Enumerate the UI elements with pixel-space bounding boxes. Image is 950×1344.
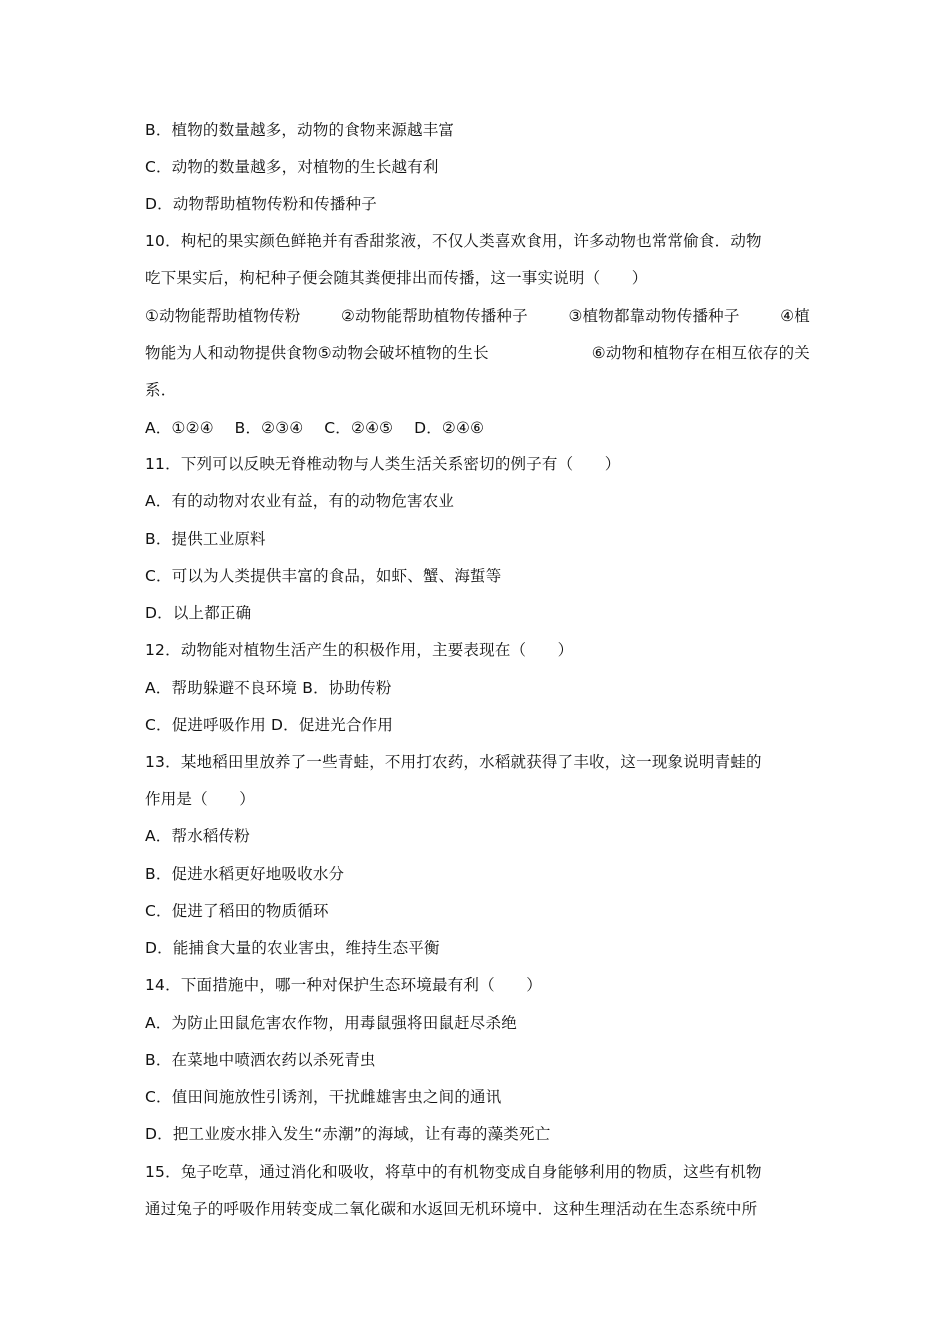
q10-statement-4-start: ④植 [780,307,810,325]
q10-statements-line-3: 系． [145,381,177,399]
q9-option-d: D．动物帮助植物传粉和传播种子 [145,195,377,213]
q15-stem-line-2: 通过兔子的呼吸作用转变成二氧化碳和水返回无机环境中．这种生理活动在生态系统中所 [145,1200,758,1218]
q11-option-c: C．可以为人类提供丰富的食品，如虾、蟹、海蜇等 [145,567,502,585]
q10-statement-1: ①动物能帮助植物传粉 [145,307,301,325]
q9-option-b: B．植物的数量越多，动物的食物来源越丰富 [145,121,455,139]
q13-stem-line-2: 作用是（ ） [145,790,255,808]
q11-option-b: B．提供工业原料 [145,530,266,548]
q11-stem: 11．下列可以反映无脊椎动物与人类生活关系密切的例子有（ ） [145,455,621,473]
q9-option-c: C．动物的数量越多，对植物的生长越有利 [145,158,439,176]
q12-stem: 12．动物能对植物生活产生的积极作用，主要表现在（ ） [145,641,574,659]
q10-answer-options: A．①②④ B．②③④ C．②④⑤ D．②④⑥ [145,419,485,437]
q12-options-cd: C．促进呼吸作用 D．促进光合作用 [145,716,394,734]
q10-statement-2: ②动物能帮助植物传播种子 [341,307,528,325]
q10-statements-line-1 [145,305,810,327]
q10-statement-6: ⑥动物和植物存在相互依存的关 [591,344,810,362]
q13-option-a: A．帮水稻传粉 [145,827,251,845]
q13-stem-line-1: 13．某地稻田里放养了一些青蛙，不用打农药，水稻就获得了丰收，这一现象说明青蛙的 [145,753,762,771]
q10-statement-3: ③植物都靠动物传播种子 [568,307,740,325]
q14-option-b: B．在菜地中喷洒农药以杀死青虫 [145,1051,376,1069]
q14-stem: 14．下面措施中，哪一种对保护生态环境最有利（ ） [145,976,542,994]
q10-statement-4-5: 物能为人和动物提供食物⑤动物会破坏植物的生长 [145,344,489,362]
q10-stem-line-2: 吃下果实后，枸杞种子便会随其粪便排出而传播，这一事实说明（ ） [145,269,648,287]
q10-statements-line-2 [145,342,810,364]
q10-stem-line-1: 10．枸杞的果实颜色鲜艳并有香甜浆液，不仅人类喜欢食用，许多动物也常常偷食．动物 [145,232,762,250]
q13-option-d: D．能捕食大量的农业害虫，维持生态平衡 [145,939,440,957]
q13-option-b: B．促进水稻更好地吸收水分 [145,865,345,883]
q12-options-ab: A．帮助躲避不良环境 B．协助传粉 [145,679,392,697]
q15-stem-line-1: 15．兔子吃草，通过消化和吸收，将草中的有机物变成自身能够利用的物质，这些有机物 [145,1163,762,1181]
q13-option-c: C．促进了稻田的物质循环 [145,902,329,920]
q14-option-a: A．为防止田鼠危害农作物，用毒鼠强将田鼠赶尽杀绝 [145,1014,517,1032]
q14-option-d: D．把工业废水排入发生“赤潮”的海域，让有毒的藻类死亡 [145,1125,551,1143]
q11-option-d: D．以上都正确 [145,604,252,622]
q11-option-a: A．有的动物对农业有益，有的动物危害农业 [145,492,455,510]
q14-option-c: C．值田间施放性引诱剂，干扰雌雄害虫之间的通讯 [145,1088,502,1106]
